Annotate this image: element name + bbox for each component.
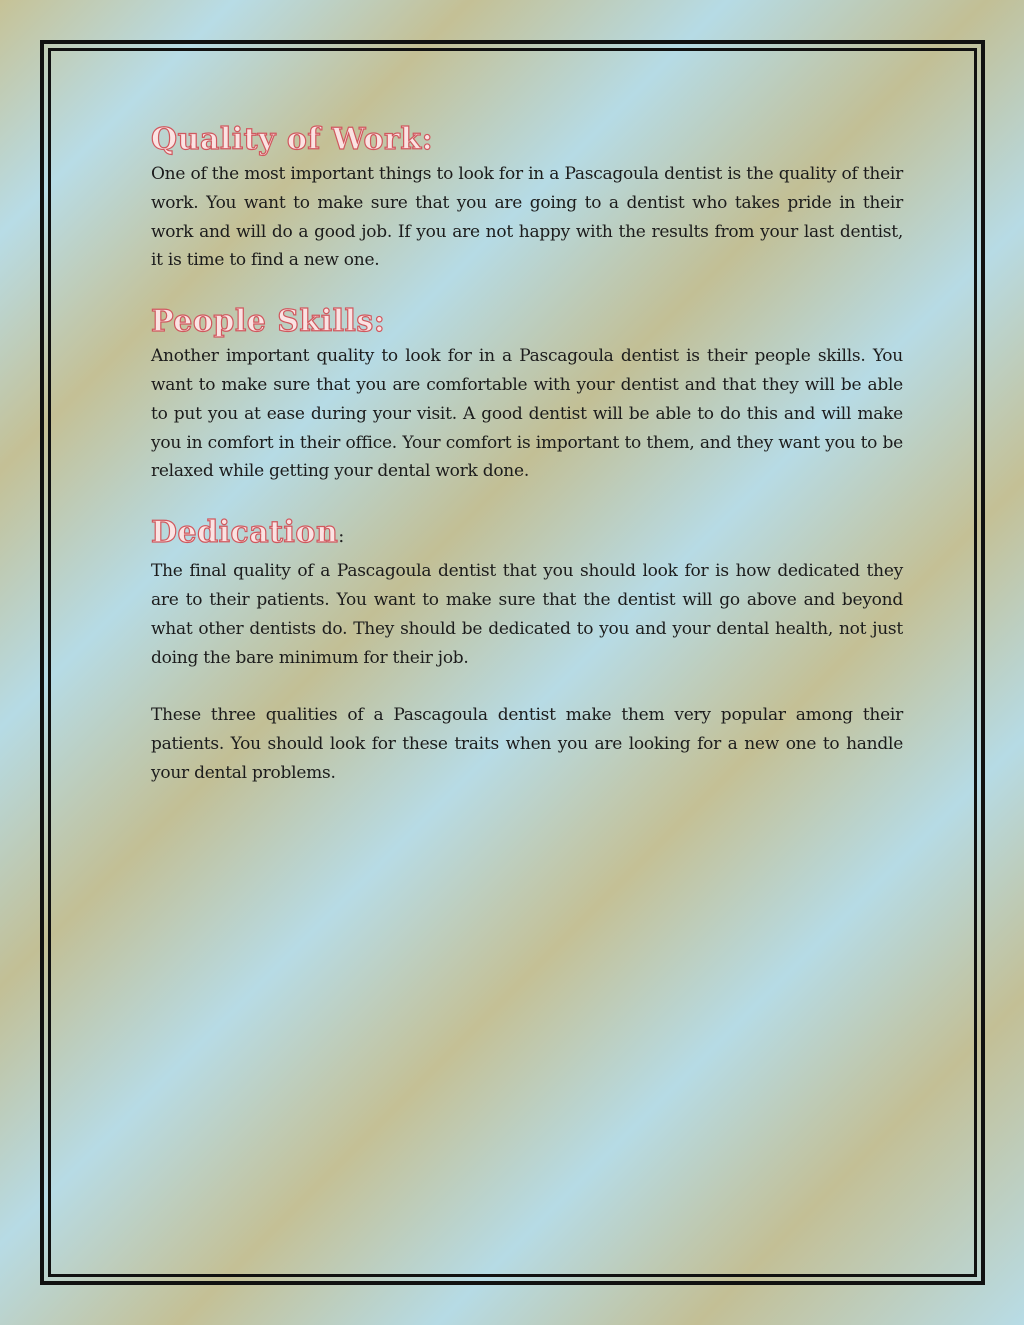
document-body xyxy=(151,120,903,788)
paragraph-dedication: The final quality of a Pascagoula dentist that you should look for is how dedicated they are to their patients. You want to make sure that the dentist will go above and beyond what other dentists do. They should be dedicated to you and your dental health, not just doing the bare minimum for their job. xyxy=(151,561,903,668)
heading-dedication-text: Dedication xyxy=(151,515,339,551)
heading-dedication-colon: : xyxy=(338,526,345,548)
heading-people-skills: People Skills: xyxy=(151,304,386,340)
paragraph-closing: These three qualities of a Pascagoula dentist make them very popular among their patients. You should look for these traits when you are looking for a new one to handle your dental problems. xyxy=(151,705,903,783)
paragraph-people-skills: Another important quality to look for in a Pascagoula dentist is their people skills. You want to make sure that you are comfortable with your dentist and that they will be able to put you at ease during your visit. A good dentist will be able to do this and will make you in comfort in their office. Your comfort is important to them, and they want you to be relaxed while getting your dental work done. xyxy=(151,346,903,482)
heading-quality-of-work: Quality of Work: xyxy=(151,122,434,157)
heading-dedication xyxy=(151,513,903,557)
paragraph-quality-of-work: One of the most important things to look for in a Pascagoula dentist is the quality of their work. You want to make sure that you are going to a dentist who takes pride in their work and will do a good job. If you are not happy with the results from your last dentist, it is time to find a new one. xyxy=(151,164,903,271)
